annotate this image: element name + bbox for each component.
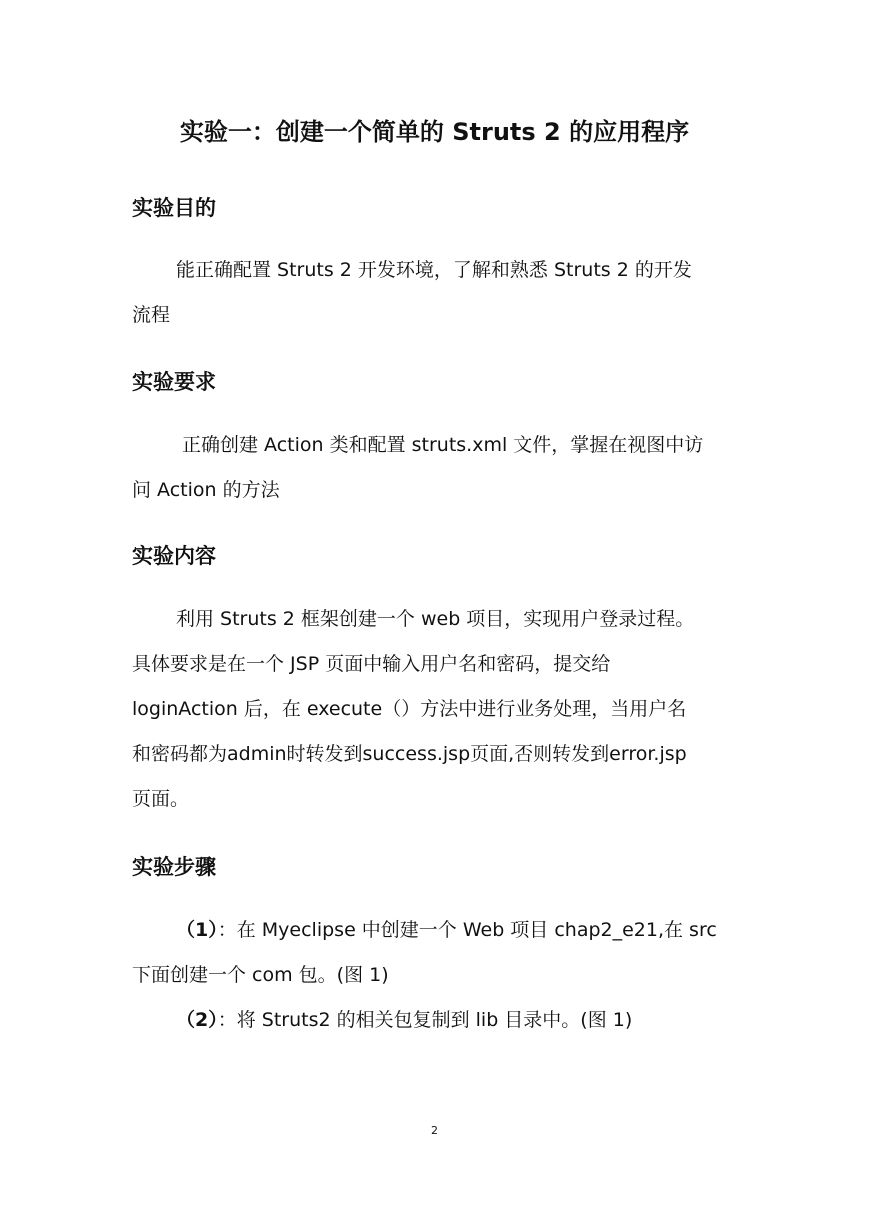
heading-purpose: 实验目的 bbox=[132, 196, 216, 220]
paragraph-step-2 bbox=[132, 998, 738, 1043]
heading-steps: 实验步骤 bbox=[132, 855, 216, 879]
paragraph-line: 页面。 bbox=[132, 788, 190, 810]
heading-content: 实验内容 bbox=[132, 544, 216, 568]
step-marker: （1） bbox=[176, 919, 218, 941]
paragraph-step-1 bbox=[132, 908, 738, 998]
paragraph-line bbox=[132, 998, 738, 1043]
page-number: 2 bbox=[431, 1124, 438, 1137]
step-text: ：将 Struts2 的相关包复制到 lib 目录中。(图 1) bbox=[217, 1009, 633, 1031]
paragraph-line: 正确创建 Action 类和配置 struts.xml 文件，掌握在视图中访 bbox=[182, 434, 704, 456]
paragraph-line: loginAction 后，在 execute（）方法中进行业务处理，当用户名 bbox=[132, 698, 687, 720]
paragraph-line: 和密码都为admin时转发到success.jsp页面,否则转发到error.jsp bbox=[132, 743, 687, 765]
step-text: ：在 Myeclipse 中创建一个 Web 项目 chap2_e21,在 src bbox=[217, 919, 717, 941]
paragraph-line: 利用 Struts 2 框架创建一个 web 项目，实现用户登录过程。 bbox=[176, 608, 695, 630]
paragraph-line bbox=[132, 908, 738, 953]
paragraph-requirements bbox=[132, 423, 738, 513]
step-marker: （2） bbox=[176, 1009, 218, 1031]
paragraph-line: 问 Action 的方法 bbox=[132, 479, 280, 501]
paragraph-purpose bbox=[132, 248, 738, 338]
heading-requirements: 实验要求 bbox=[132, 370, 216, 394]
paragraph-line: 能正确配置 Struts 2 开发环境，了解和熟悉 Struts 2 的开发 bbox=[176, 259, 692, 281]
paragraph-content bbox=[132, 597, 738, 822]
paragraph-line: 流程 bbox=[132, 304, 171, 326]
paragraph-line: 下面创建一个 com 包。(图 1) bbox=[132, 964, 389, 986]
document-title: 实验一：创建一个简单的 Struts 2 的应用程序 bbox=[179, 118, 690, 146]
paragraph-line: 具体要求是在一个 JSP 页面中输入用户名和密码，提交给 bbox=[132, 653, 611, 675]
